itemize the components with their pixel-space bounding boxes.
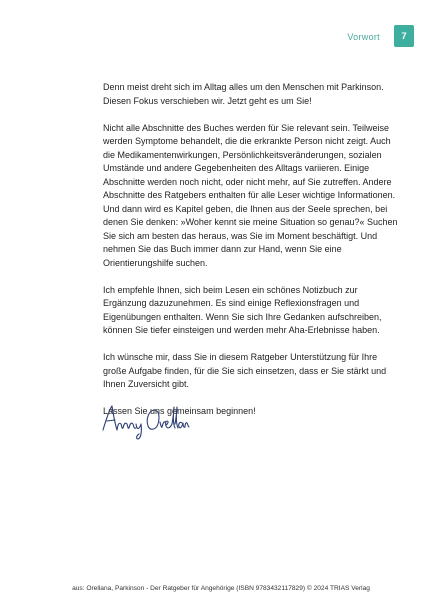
paragraph: Ich empfehle Ihnen, sich beim Lesen ein schönes Notizbuch zur Ergänzung dazuzunehmen. Es sind einige Reflexionsfragen und Eigenübungen enthalten. Wenn Sie sich Ihre Gedanken aufschreiben, können Sie tiefer einsteigen und werden mehr Aha-Erlebnisse haben. [103, 284, 382, 335]
paragraph: Nicht alle Abschnitte des Buches werden für Sie relevant sein. Teilweise werden Symptome behandelt, die die erkrankte Person nicht zeigt. Auch die Medikamentenwirkungen, Persönlichkeitsveränderungen, sozialen Umstände und andere Gegebenheiten des Alltags variieren. Einige Abschnitte werden noch nicht, oder nicht mehr, auf Sie zutreffen. Andere Abschnitte des Ratgebers enthalten für alle Leser wichtige Informationen. Und dann wird es Kapitel geben, die Ihnen aus der Seele sprechen, bei denen Sie denken: »Woher kennt sie meine Situation so genau?« Suchen Sie sich am besten das heraus, was Sie im Moment beschäftigt. Und nehmen Sie das Buch immer dann zur Hand, wenn Sie eine Orientierungshilfe suchen. [103, 122, 398, 268]
copyright-footer: aus: Orellana, Parkinson - Der Ratgeber für Angehörige (ISBN 9783432117829) © 2024 TRIAS Verlag [72, 585, 370, 592]
signature-graphic [100, 400, 190, 440]
section-title: Vorwort [347, 32, 380, 42]
paragraph: Denn meist dreht sich im Alltag alles um den Menschen mit Parkinson. Diesen Fokus verschieben wir. Jetzt geht es um Sie! [103, 82, 384, 106]
body-text [103, 81, 403, 432]
handwritten-signature [100, 400, 190, 440]
paragraph: Lassen Sie uns gemeinsam beginnen! [103, 406, 256, 416]
paragraph: Ich wünsche mir, dass Sie in diesem Ratgeber Unterstützung für Ihre große Aufgabe finden, für die Sie sich einsetzen, dass er Sie stärkt und Ihnen Zuversicht gibt. [103, 352, 387, 389]
page-number-badge: 7 [394, 25, 414, 47]
